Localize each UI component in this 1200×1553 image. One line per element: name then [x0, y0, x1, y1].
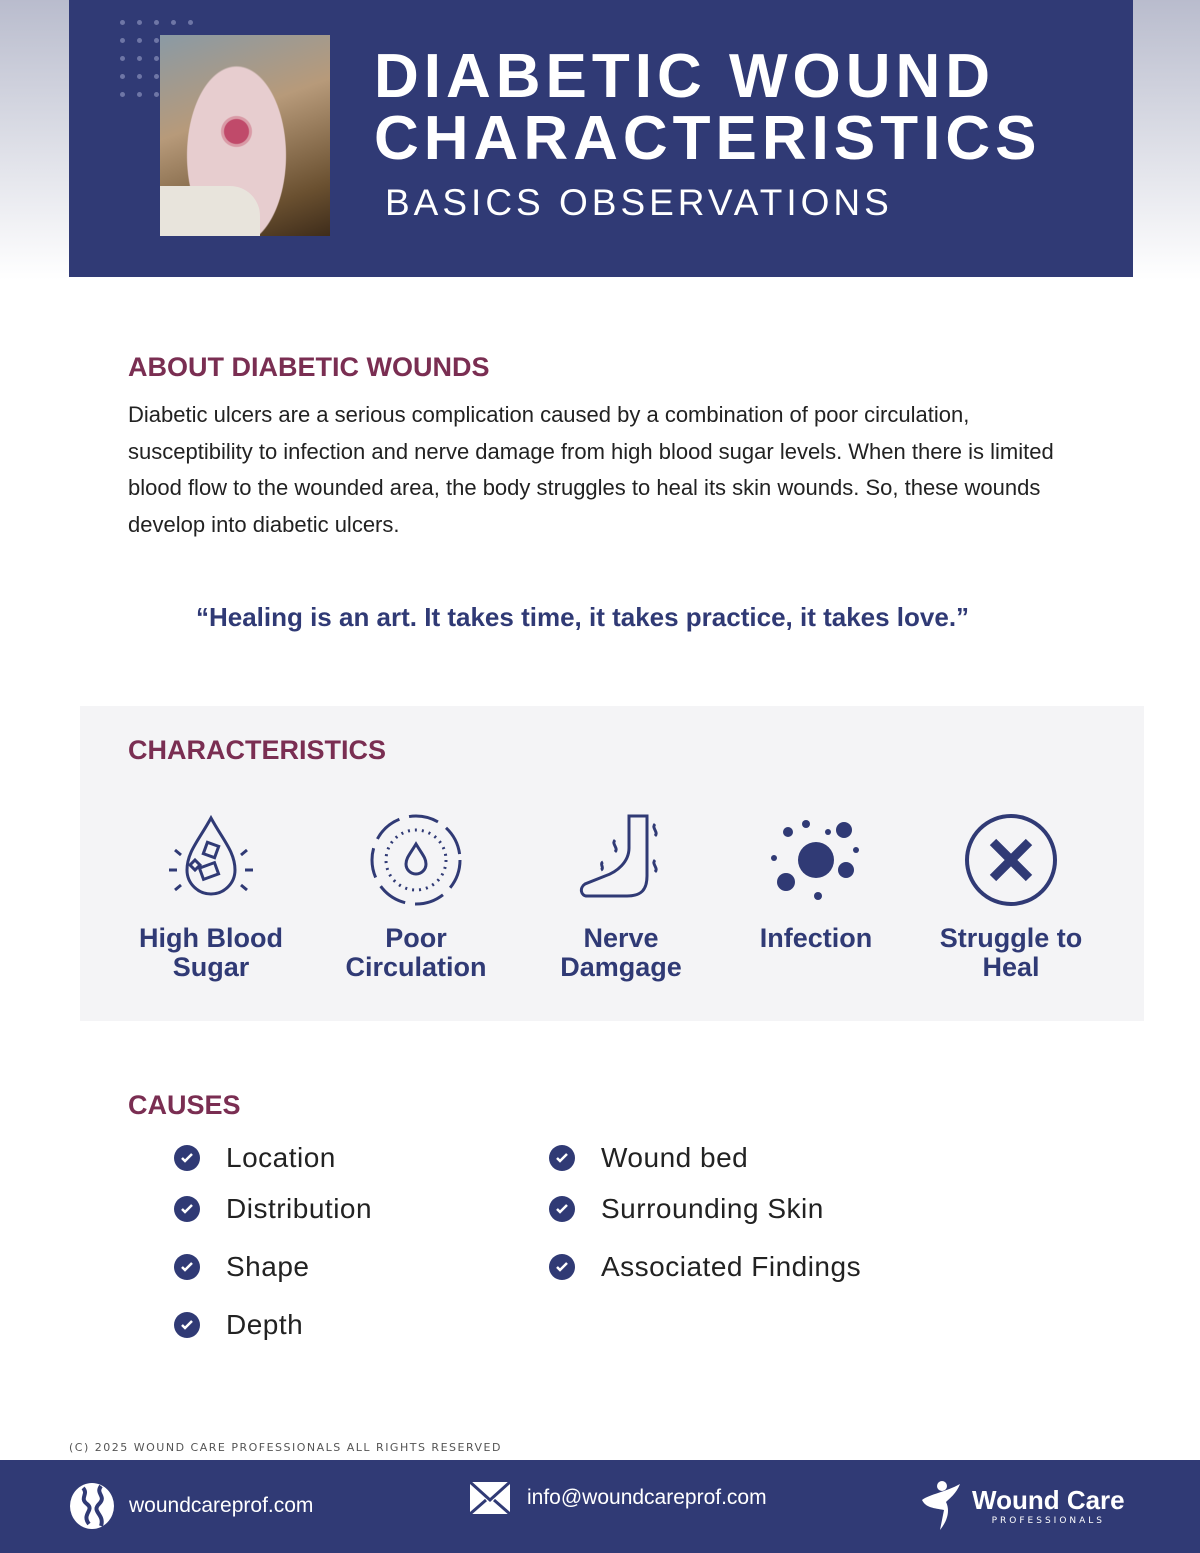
check-circle-icon: [174, 1196, 200, 1222]
characteristic-poor-circulation: Poor Circulation: [316, 810, 516, 982]
wound-photo: [160, 35, 330, 236]
x-circle-icon: [961, 810, 1061, 910]
check-circle-icon: [549, 1254, 575, 1280]
causes-heading: CAUSES: [128, 1090, 241, 1120]
cause-item: Location: [174, 1142, 336, 1174]
footer: [0, 1460, 1200, 1553]
about-heading: ABOUT DIABETIC WOUNDS: [128, 352, 490, 382]
page-subtitle: BASICS OBSERVATIONS: [385, 182, 893, 223]
cause-item: Wound bed: [549, 1142, 748, 1174]
check-circle-icon: [174, 1254, 200, 1280]
check-circle-icon: [549, 1145, 575, 1171]
email-link[interactable]: info@woundcareprof.com: [470, 1482, 767, 1514]
cause-item: Surrounding Skin: [549, 1193, 824, 1225]
page-title: DIABETIC WOUND CHARACTERISTICS: [374, 42, 1042, 173]
cause-item: Shape: [174, 1251, 309, 1283]
characteristics-heading: CHARACTERISTICS: [128, 735, 387, 765]
cause-item: Distribution: [174, 1193, 372, 1225]
wound-care-logo: Wound Care PROFESSIONALS: [918, 1480, 1125, 1530]
foot-nerve-icon: [571, 810, 671, 910]
characteristic-struggle-to-heal: Struggle to Heal: [911, 810, 1111, 982]
website-link[interactable]: woundcareprof.com: [69, 1482, 313, 1530]
blood-drop-sugar-icon: [161, 810, 261, 910]
cause-item: Associated Findings: [549, 1251, 861, 1283]
check-circle-icon: [174, 1312, 200, 1338]
header-banner: [69, 0, 1133, 277]
cause-item: Depth: [174, 1309, 303, 1341]
check-circle-icon: [549, 1196, 575, 1222]
characteristic-high-blood-sugar: High Blood Sugar: [111, 810, 311, 982]
check-circle-icon: [174, 1145, 200, 1171]
copyright: (C) 2025 WOUND CARE PROFESSIONALS ALL RIGHTS RESERVED: [69, 1441, 502, 1454]
about-text: Diabetic ulcers are a serious complication caused by a combination of poor circulation, susceptibility to infection and nerve damage from high blood sugar levels. When there is limited blood flow to the wounded area, the body struggles to heal its skin wounds. So, these wounds develop into diabetic ulcers.: [128, 402, 1054, 537]
circulation-icon: [366, 810, 466, 910]
globe-icon: [69, 1482, 115, 1530]
person-logo-icon: [918, 1480, 964, 1530]
characteristic-infection: Infection: [716, 810, 916, 953]
characteristic-nerve-damage: Nerve Damgage: [521, 810, 721, 982]
mail-icon: [470, 1482, 510, 1514]
quote: “Healing is an art. It takes time, it takes practice, it takes love.”: [195, 602, 970, 632]
virus-icon: [766, 810, 866, 910]
